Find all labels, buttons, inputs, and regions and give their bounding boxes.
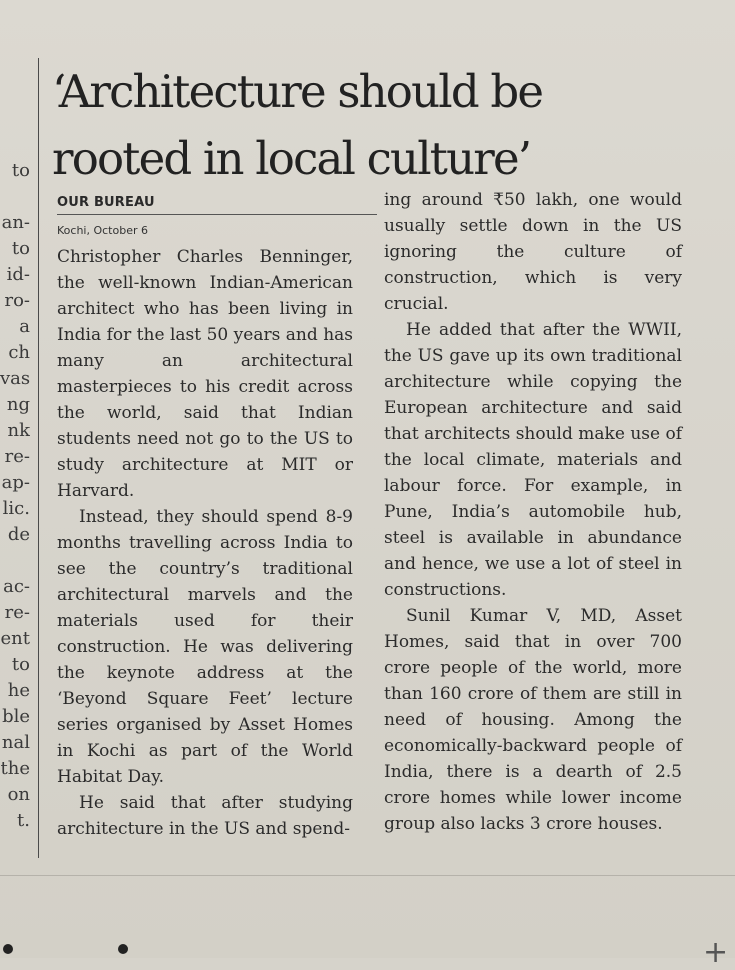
fragment-line: nal	[1, 732, 30, 753]
paragraph: He added that after the WWII, the US gave up its own traditional architecture while copying the European architecture and said that architects should make use of the local climate, materials and labour force. For example, in Pune, India’s automobile hub, steel is available in abundance and hence, we use a lot of steel in constructions.	[384, 320, 682, 600]
fragment-line	[0, 184, 30, 210]
fragment-line: re-	[4, 602, 30, 623]
fragment-line	[0, 548, 30, 574]
paragraph: Instead, they should spend 8-9 months travelling across India to see the country’s traditional architectural marvels and the materials used for their construction. He was delivering the keynote address at the ‘Beyond Square Feet’ lecture series organised by Asset Homes in Kochi as part of the World Habitat Day.	[57, 507, 353, 787]
previous-article-text-fragment	[0, 0, 735, 10]
paragraph: Christopher Charles Benninger, the well-known Indian-American architect who has been living in India for the last 50 years and has many an architectural masterpieces to his credit across the world, said that Indian students need not go to the US to study architecture at MIT or Harvard.	[57, 247, 353, 501]
fragment-line: t.	[17, 810, 30, 831]
column-divider	[38, 58, 39, 858]
fragment-line: ro-	[4, 290, 30, 311]
dot-mark-icon	[3, 944, 13, 954]
fragment-line: lic.	[2, 498, 30, 519]
dot-mark-icon	[118, 944, 128, 954]
byline: OUR BUREAU	[57, 195, 155, 210]
fragment-line: de	[7, 524, 30, 545]
fragment-line: on	[7, 784, 30, 805]
fragment-line: vas	[0, 368, 30, 389]
headline-line-1: ‘Architecture should be	[52, 65, 543, 118]
article-headline	[52, 58, 692, 192]
fragment-line: to	[11, 238, 30, 259]
dateline: Kochi, October 6	[57, 224, 148, 237]
fragment-line: to	[11, 654, 30, 675]
bleed-through-text	[560, 10, 565, 36]
page-bottom-rule	[0, 875, 735, 876]
paragraph: He said that after studying architecture in the US and spend-	[57, 793, 353, 839]
fragment-line: he	[7, 680, 30, 701]
fragment-line: ap-	[1, 472, 30, 493]
fragment-line: to	[11, 160, 30, 181]
fragment-line: ent	[0, 628, 30, 649]
article-column-2	[384, 187, 682, 837]
adjacent-column-fragments	[0, 158, 30, 834]
fragment-line: the	[0, 758, 30, 779]
fragment-line: re-	[4, 446, 30, 467]
paragraph: ing around ₹50 lakh, one would usually settle down in the US ignoring the culture of construction, which is very crucial.	[384, 190, 682, 314]
fragment-line: a	[19, 316, 30, 337]
registration-mark-icon: +	[703, 935, 729, 970]
fragment-line: ch	[8, 342, 30, 363]
fragment-line: id-	[6, 264, 30, 285]
fragment-line: ng	[6, 394, 30, 415]
paragraph: Sunil Kumar V, MD, Asset Homes, said that in over 700 crore people of the world, more than 160 crore of them are still in need of housing. Among the economically-backward people of India, there is a dearth of 2.5 crore homes while lower income group also lacks 3 crore houses.	[384, 606, 682, 834]
byline-rule	[57, 214, 377, 215]
fragment-line: an-	[1, 212, 30, 233]
fragment-line: nk	[7, 420, 30, 441]
fragment-line: ble	[2, 706, 30, 727]
headline-line-2: rooted in local culture’	[52, 132, 531, 185]
article-column-1	[57, 244, 353, 842]
fragment-line: ac-	[3, 576, 30, 597]
